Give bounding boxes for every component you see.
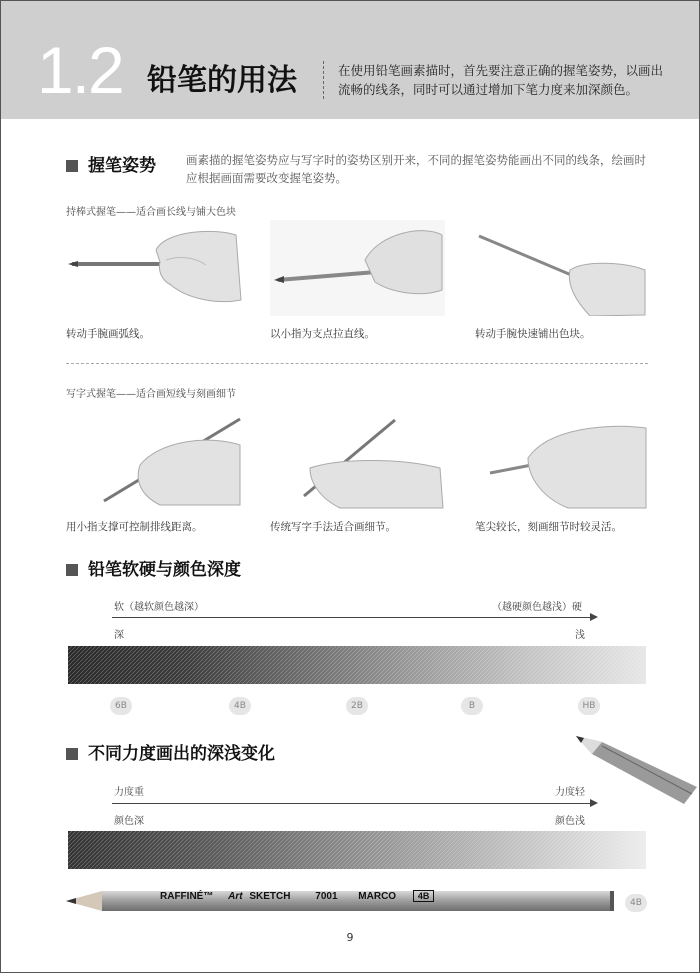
chapter-header [1, 1, 699, 119]
caption-1-2: 以小指为支点拉直线。 [270, 328, 375, 340]
caption-1-1: 转动手腕画弧线。 [66, 328, 150, 340]
photo-hand-fill [475, 230, 647, 316]
caption-1-3: 转动手腕快速铺出色块。 [475, 328, 591, 340]
grip-group1-label: 持棒式握笔——适合画长线与铺大色块 [66, 207, 236, 218]
caption-2-3: 笔尖较长，刻画细节时较灵活。 [475, 521, 622, 533]
header-divider [323, 61, 324, 99]
caption-2-1: 用小指支撑可控制排线距离。 [66, 521, 203, 533]
grade-b-badge: B [461, 697, 483, 715]
pencil-label: RAFFINÉ™ Art SKETCH 7001 MARCO 4B [160, 891, 434, 902]
square-marker-icon [66, 748, 78, 760]
photo-hand-long-tip [488, 418, 648, 510]
arrow-right-icon [590, 799, 598, 807]
square-marker-icon [66, 564, 78, 576]
arrow-right-icon [590, 613, 598, 621]
hardness-right-sub: 浅 [575, 630, 585, 641]
hardness-right-label: （越硬颜色越浅）硬 [492, 602, 582, 613]
hardness-left-label: 软（越软颜色越深） [114, 602, 204, 613]
photo-hand-writing [300, 418, 445, 510]
hardness-tone-strip [68, 646, 646, 684]
hardness-left-sub: 深 [114, 630, 124, 641]
pressure-right-label: 力度轻 [555, 787, 585, 798]
pressure-left-sub: 颜色深 [114, 816, 144, 827]
grade-6b-badge: 6B [110, 697, 132, 715]
caption-2-2: 传统写字手法适合画细节。 [270, 521, 396, 533]
square-marker-icon [66, 160, 78, 172]
pressure-right-sub: 颜色浅 [555, 816, 585, 827]
grade-4b-badge: 4B [229, 697, 251, 715]
section-title-hardness: 铅笔软硬与颜色深度 [66, 559, 241, 581]
pencil-tip-illustration [572, 732, 698, 804]
section-title-pressure: 不同力度画出的深浅变化 [66, 743, 275, 765]
grade-hb-badge: HB [578, 697, 600, 715]
chapter-number: 1.2 [37, 33, 123, 107]
photo-hand-pinky [100, 415, 242, 507]
pressure-arrow-line [112, 803, 590, 804]
page-number: 9 [346, 931, 354, 944]
grade-2b-badge: 2B [346, 697, 368, 715]
grip-group2-label: 写字式握笔——适合画短线与刻画细节 [66, 389, 236, 400]
chapter-intro: 在使用铅笔画素描时，首先要注意正确的握笔姿势，以画出流畅的线条，同时可以通过增加下笔力度来加深颜色。 [338, 63, 664, 97]
section-divider [66, 363, 648, 364]
pressure-left-label: 力度重 [114, 787, 144, 798]
section-title-grip: 握笔姿势 [66, 155, 156, 177]
pencil-grade-badge: 4B [625, 894, 647, 912]
pressure-tone-strip [68, 831, 646, 869]
photo-hand-arc [66, 220, 244, 310]
photo-hand-straight [270, 220, 445, 316]
grip-intro: 画素描的握笔姿势应与写字时的姿势区别开来，不同的握笔姿势能画出不同的线条，绘画时应根据画面需要改变握笔姿势。 [186, 153, 646, 185]
hardness-arrow-line [112, 617, 590, 618]
chapter-title: 铅笔的用法 [147, 63, 297, 98]
